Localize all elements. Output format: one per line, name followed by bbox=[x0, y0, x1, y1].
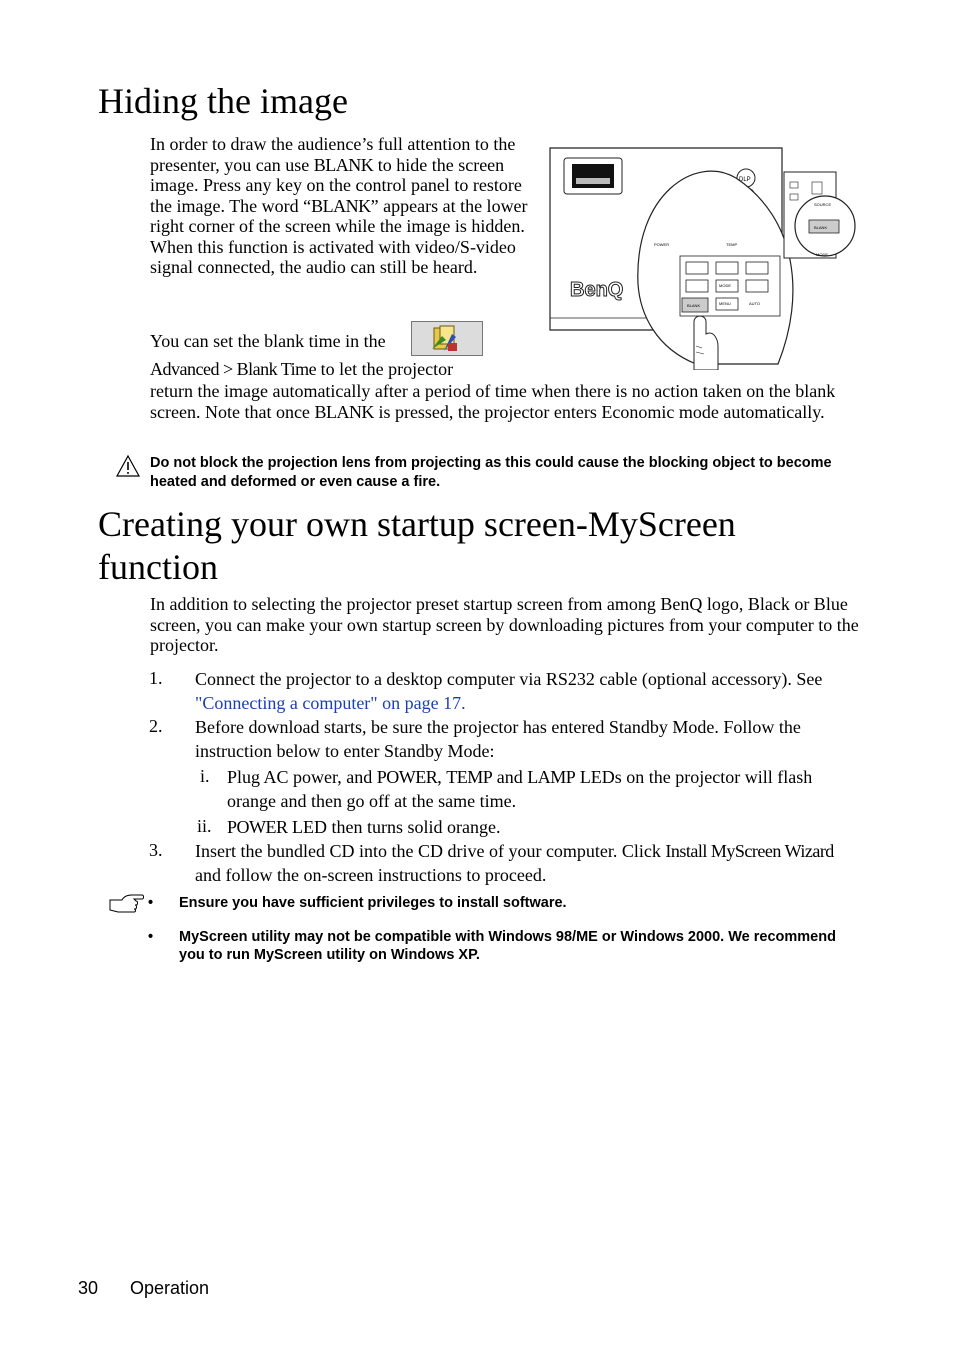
keyword-power: POWER bbox=[376, 767, 438, 787]
source-key-label: SOURCE bbox=[814, 202, 832, 207]
keyword-temp: TEMP bbox=[446, 767, 493, 787]
temp-key-label: TEMP bbox=[726, 242, 738, 247]
myscreen-intro: In addition to selecting the projector preset startup screen from among BenQ logo, Black or Blue screen, you can make your own startup screen by downloading pictures from your computer to the projector. bbox=[150, 594, 859, 655]
step-3: Insert the bundled CD into the CD drive of your computer. Click Install MyScreen Wizard and follow the on-screen instructions to proceed. bbox=[195, 841, 834, 885]
blank-key-label: BLANK bbox=[687, 303, 701, 308]
keyword-advanced-blank-time: Advanced > Blank Time bbox=[150, 359, 317, 379]
keyword-blank: BLANK bbox=[313, 154, 374, 175]
dlp-logo-text: DLP bbox=[739, 177, 751, 183]
substep-number: ii. bbox=[197, 816, 212, 836]
pointing-hand-icon bbox=[108, 892, 146, 914]
auto-key-label: AUTO bbox=[749, 301, 761, 306]
blank-key-zoom-label: BLANK bbox=[814, 225, 828, 230]
menu-key-label: MENU bbox=[719, 301, 731, 306]
warning-icon bbox=[115, 454, 141, 478]
keyword-blank: BLANK bbox=[311, 195, 371, 216]
substep-number: i. bbox=[200, 766, 210, 786]
note-hand-icon bbox=[108, 892, 146, 914]
note-bullet: • bbox=[148, 895, 154, 911]
warning-triangle-icon bbox=[115, 454, 141, 478]
connecting-computer-link[interactable]: "Connecting a computer" on page 17. bbox=[195, 693, 466, 713]
substep-i: Plug AC power, and POWER, TEMP and LAMP LEDs on the projector will flash orange and then go off at the same time. bbox=[227, 767, 813, 811]
blank-time-line2: Advanced > Blank Time to let the projector bbox=[150, 359, 454, 379]
advanced-menu-icon-graphic bbox=[412, 322, 482, 355]
warning-text: Do not block the projection lens from projecting as this could cause the blocking object to become heated and deformed or even cause a fire. bbox=[150, 455, 832, 490]
projector-drawing bbox=[546, 134, 858, 370]
step-2: Before download starts, be sure the projector has entered Standby Mode. Follow the instruction below to enter Standby Mode: bbox=[195, 717, 801, 761]
hiding-image-paragraph: In order to draw the audience’s full attention to the presenter, you can use BLANK to hide the screen image. Press any key on the control panel to restore the image. The word “BLANK” appears at the lower right corner of the screen while the image is hidden. When this function is activated with video/S-video signal connected, the audio can still be heard. bbox=[150, 134, 528, 277]
blank-time-paragraph-continued: return the image automatically after a period of time when there is no action taken on the blank screen. Note that once BLANK is pressed, the projector enters Economic mode automatically. bbox=[150, 381, 836, 422]
footer-section-name: Operation bbox=[130, 1278, 210, 1298]
step-number: 1. bbox=[149, 668, 163, 688]
note-bullet: • bbox=[148, 929, 154, 945]
keyword-blank: BLANK bbox=[314, 401, 374, 422]
page-number: 30 bbox=[78, 1278, 99, 1298]
section-title-myscreen-line2: function bbox=[98, 547, 218, 587]
step-1: Connect the projector to a desktop computer via RS232 cable (optional accessory). See "Connecting a computer" on page 17. bbox=[195, 669, 823, 713]
substep-ii: POWER LED then turns solid orange. bbox=[227, 817, 501, 837]
blank-time-line1: You can set the blank time in the bbox=[150, 331, 386, 351]
note-item: Ensure you have sufficient privileges to install software. bbox=[179, 895, 567, 911]
keyword-power: POWER bbox=[227, 817, 288, 837]
benq-logo-text: BenQ bbox=[570, 279, 624, 301]
mode-key-zoom-label: MODE bbox=[816, 252, 828, 257]
note-item: MyScreen utility may not be compatible with Windows 98/ME or Windows 2000. We recommend you to run MyScreen utility on Windows XP. bbox=[179, 929, 836, 963]
step-number: 3. bbox=[149, 840, 163, 860]
advanced-menu-icon bbox=[411, 321, 483, 356]
section-title-hiding-image: Hiding the image bbox=[98, 81, 348, 121]
section-title-myscreen-line1: Creating your own startup screen-MyScreen bbox=[98, 504, 736, 544]
mode-key-label: MODE bbox=[719, 283, 731, 288]
keyword-lamp: LAMP bbox=[527, 767, 576, 787]
projector-illustration bbox=[546, 134, 858, 370]
keyword-install-myscreen-wizard: Install MyScreen Wizard bbox=[665, 841, 834, 861]
step-number: 2. bbox=[149, 716, 163, 736]
power-key-label: POWER bbox=[654, 242, 670, 247]
